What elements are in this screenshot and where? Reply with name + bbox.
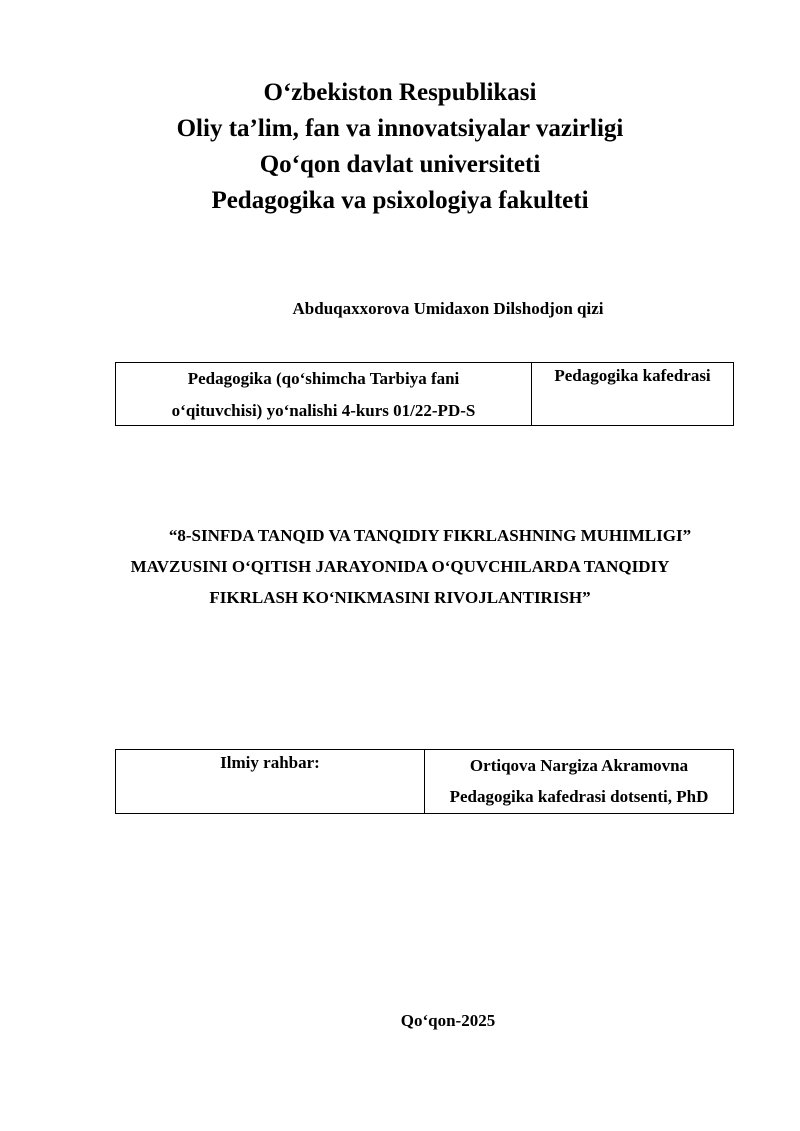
city-year: Qo‘qon-2025 <box>400 1011 496 1030</box>
institution-header <box>0 75 800 219</box>
header-line-ministry: Oliy ta’lim, fan va innovatsiyalar vazirligi <box>176 115 624 142</box>
department-cell <box>532 363 733 425</box>
supervisor-label: Ilmiy rahbar: <box>220 753 320 772</box>
supervisor-label-cell <box>116 750 425 813</box>
header-line-university: Qo‘qon davlat universiteti <box>259 151 541 178</box>
program-cell <box>116 363 532 425</box>
topic-line-1: “8-SINFDA TANQID VA TANQIDIY FIKRLASHNING MUHIMLIGI” <box>168 526 692 545</box>
supervisor-table <box>115 749 734 814</box>
supervisor-info-cell <box>425 750 733 813</box>
program-table <box>115 362 734 426</box>
header-line-republic: O‘zbekiston Respublikasi <box>263 79 537 106</box>
header-line-faculty: Pedagogika va psixologiya fakulteti <box>211 187 589 214</box>
thesis-topic <box>0 520 800 613</box>
program-line-2: o‘qituvchisi) yo‘nalishi 4-kurs 01/22-PD-S <box>171 401 476 420</box>
supervisor-position: Pedagogika kafedrasi dotsenti, PhD <box>449 787 709 806</box>
topic-line-2: MAVZUSINI O‘QITISH JARAYONIDA O‘QUVCHILARDA TANQIDIY <box>130 557 670 576</box>
department-name: Pedagogika kafedrasi <box>554 366 711 385</box>
author-name: Abduqaxxorova Umidaxon Dilshodjon qizi <box>292 299 604 318</box>
supervisor-name: Ortiqova Nargiza Akramovna <box>469 756 689 775</box>
program-line-1: Pedagogika (qo‘shimcha Tarbiya fani <box>187 369 460 388</box>
topic-line-3: FIKRLASH KO‘NIKMASINI RIVOJLANTIRISH” <box>209 588 591 607</box>
